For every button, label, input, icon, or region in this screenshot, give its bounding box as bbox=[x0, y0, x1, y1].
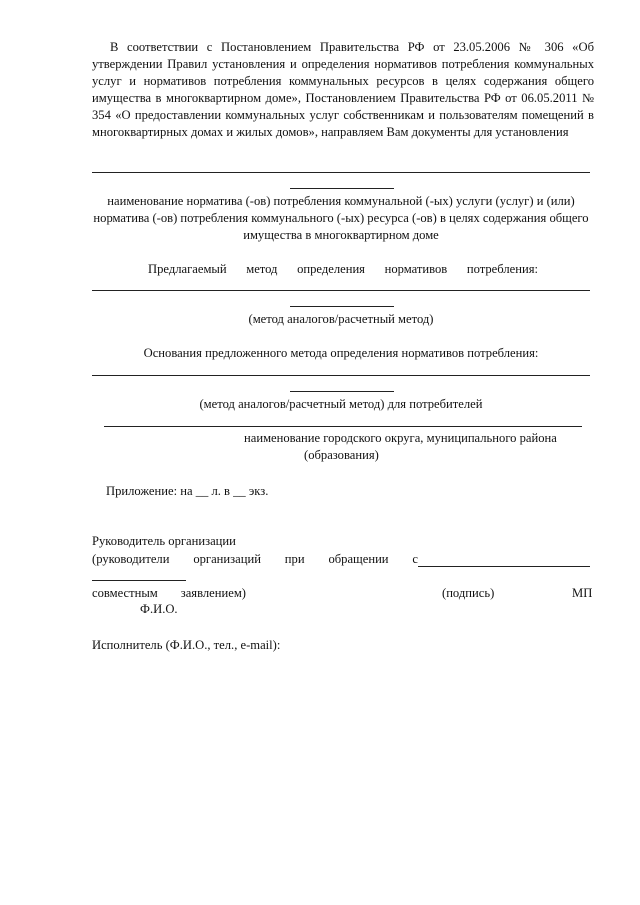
attachment-line: Приложение: на __ л. в __ экз. bbox=[106, 484, 269, 498]
method-caption-2: (метод аналогов/расчетный метод) для потребителей bbox=[199, 397, 483, 411]
head-label: Руководитель организации bbox=[92, 534, 236, 548]
intro-paragraph: В соответствии с Постановлением Правительства РФ от 23.05.2006 № 306 «Об утверждении Правил установления и определения нормативов потребления коммунальных услуг и нормативов потребления коммунальных ресурсов в целях содержания общего имущества в многоквартирном доме», Постановлением Правительства РФ от 06.05.2011 № 354 «О предоставлении коммунальных услуг собственникам и пользователям помещений в многоквартирных домах и жилых домов», направляем Вам документы для установления bbox=[92, 40, 594, 139]
joint-statement: совместным заявлением) bbox=[92, 586, 246, 600]
basis-label: Основания предложенного метода определения нормативов потребления: bbox=[143, 346, 539, 360]
district-fill-line bbox=[104, 426, 582, 427]
fio-label: Ф.И.О. bbox=[140, 602, 178, 616]
basis-short-line bbox=[290, 391, 394, 392]
signature-label: (подпись) bbox=[442, 586, 495, 600]
proposed-method-label: Предлагаемый метод определения нормативов потребления: bbox=[148, 262, 538, 276]
district-caption: наименование городского округа, муниципального района bbox=[244, 431, 557, 445]
executor-label: Исполнитель (Ф.И.О., тел., e-mail): bbox=[92, 638, 281, 652]
heads-line: (руководители организаций при обращении с bbox=[92, 552, 418, 566]
normative-short-line bbox=[290, 188, 394, 189]
stamp-label: МП bbox=[572, 586, 593, 600]
head-name-fill-line bbox=[418, 566, 590, 567]
method-caption-1: (метод аналогов/расчетный метод) bbox=[248, 312, 434, 326]
method-fill-line bbox=[92, 290, 590, 291]
normative-fill-line bbox=[92, 172, 590, 173]
joint-short-line bbox=[92, 580, 186, 581]
district-caption-2: (образования) bbox=[304, 448, 379, 462]
basis-fill-line bbox=[92, 375, 590, 376]
normative-caption: наименование норматива (-ов) потребления коммунальной (-ых) услуги (услуг) и (или) норматива (-ов) потребления коммунального (-ых) ресурса (-ов) в целях содержания общего имущества в многоквартирном доме bbox=[93, 194, 589, 242]
method-short-line bbox=[290, 306, 394, 307]
